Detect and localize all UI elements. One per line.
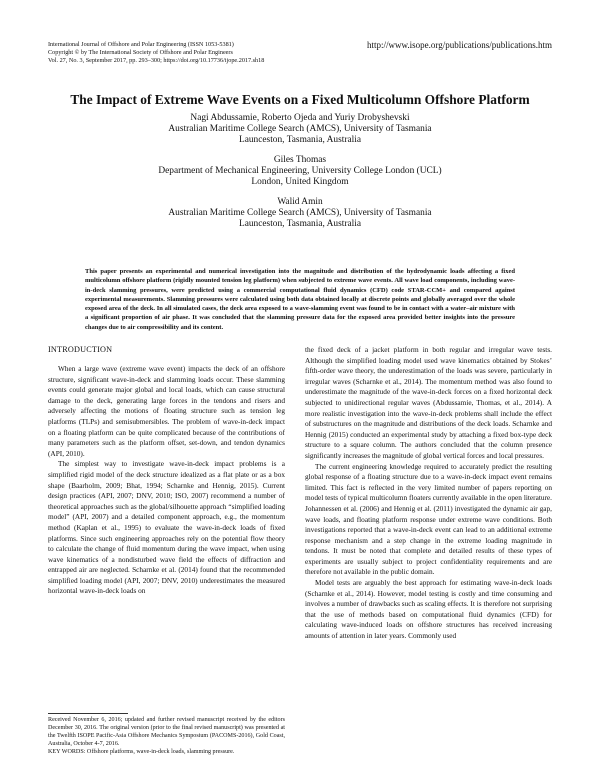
publications-url[interactable]: http://www.isope.org/publications/publications.htm (367, 40, 552, 50)
journal-line: International Journal of Offshore and Polar Engineering (ISSN 1053-5381) (48, 41, 234, 48)
affiliation-location: London, United Kingdom (251, 177, 349, 187)
body-paragraph: The simplest way to investigate wave-in-deck impact problems is a simplified rigid model of the deck structure idealized as a flat plate or as a box shape (Baarholm, 2009; Bhat, 1994; Scharnke and Hennig, 2015). Current design practices (API, 2007; DNV, 2010; ISO, 2007) recommend a number of theoretical approaches such as the global/silhouette approach “simplified loading model” (API, 2007) and a detailed component approach, e.g., the momentum method (Kaplan et al., 1995) to evaluate the wave-in-deck loads of fixed platforms. Since such engineering approaches rely on the potential flow theory to calculate the change of fluid momentum during the wave impact, when using wave kinematics of a nondisturbed wave field the effects of diffraction and entrapped air are neglected. Scharnke et al. (2014) found that the recommended simplified loading model (API, 2007; DNV, 2010) underestimates the measured horizontal wave-in-deck loads on (48, 459, 285, 596)
author-names: Walid Amin (277, 197, 323, 207)
affiliation-location: Launceston, Tasmania, Australia (238, 135, 362, 145)
footnote (48, 716, 285, 756)
abstract: This paper presents an experimental and numerical investigation into the magnitude and distribution of the hydrodynamic loads affecting a fixed multicolumn offshore platform (rigidly mounted tension leg platform) when subjected to extreme wave events. All wave load components, including wave-in-deck slamming pressures, were predicted using a commercial computational fluid dynamics (CFD) code STAR-CCM+ and compared against experimental measurements. Slamming pressures were calculated using both data obtained locally at discrete points and globally averaged over the whole exposed area of the deck. In all simulated cases, the deck area exposed to a wave-slamming event was found to be in contact with a water–air mixture with a significant proportion of air phase. It was concluded that the slamming pressure data for the exposed area provided better insights into the pressure changes due to air compressibility and its content. (85, 268, 515, 331)
section-heading-introduction: INTRODUCTION (48, 345, 113, 354)
keywords: KEY WORDS: Offshore platforms, wave-in-deck loads, slamming pressure. (48, 749, 235, 755)
affiliation: Australian Maritime College Search (AMCS), University of Tasmania (168, 208, 432, 218)
body-paragraph: the fixed deck of a jacket platform in both regular and irregular wave tests. Although the simplified loading model used wave kinematics obtained by Stokes’ fifth-order wave theory, the underestimation of the loads was severe, particularly in irregular waves (Scharnke et al., 2014). The momentum method was also found to underestimate the magnitude of the wave-in-deck forces on a fixed horizontal deck subjected to unidirectional regular waves (Abdussamie, Thomas, et al., 2014). A more realistic investigation into the wave-in-deck problems shall include the effect of substructures on the magnitude and distributions of the deck loads. Scharnke and Hennig (2015) conducted an experimental study by attaching a fixed box-type deck structure to a square column. The authors concluded that the column presence significantly increases the magnitude of global vertical forces and local pressures. (305, 345, 552, 460)
affiliation: Department of Mechanical Engineering, University College London (UCL) (158, 166, 442, 176)
right-column (305, 345, 552, 642)
journal-line: Vol. 27, No. 3, September 2017, pp. 293–300; https://doi.org/10.17736/ijope.2017.sh18 (48, 57, 265, 64)
body-paragraph: The current engineering knowledge required to accurately predict the resulting global response of a floating structure due to a wave-in-deck impact event remains limited. This fact is reflected in the very limited number of papers reporting on model tests of typical multicolumn floaters currently available in the open literature. Johannessen et al. (2006) and Hennig et al. (2011) investigated the dynamic air gap, wave loads, and floating platform response under extreme wave conditions. Both investigations reported that a wave-in-deck event can lead to an additional extreme response mechanism and a step change in the extreme loading magnitude in tendons. It must be noted that complete and detailed results of these types of experiments are usually subject to project confidentiality requirements and are therefore not available in the public domain. (305, 461, 552, 577)
author-group (0, 113, 600, 146)
author-group (0, 197, 600, 230)
received-note: Received November 6, 2016; updated and further revised manuscript received by the editors December 30, 2016. The original version (prior to the final revised manuscript) was presented at the Twelfth ISOPE Pacific-Asia Offshore Mechanics Symposium (PACOMS-2016), Gold Coast, Australia, October 4-7, 2016. (48, 717, 285, 747)
author-names: Giles Thomas (273, 155, 327, 165)
affiliation: Australian Maritime College Search (AMCS), University of Tasmania (168, 124, 432, 134)
body-paragraph: When a large wave (extreme wave event) impacts the deck of an offshore structure, significant wave-in-deck and slamming loads occur. These slamming events could generate major global and local loads, which can cause structural damage to the deck, generating large forces in the tendons and risers and adversely affecting the motions of floating structure such as tension leg platforms (TLPs) and semisubmersibles. The problem of wave-in-deck impact on a floating platform can be quite complicated because of the contributions of many parameters such as the platform offset, set-down, and tendon dynamics (API, 2010). (48, 364, 285, 458)
footnote-divider (48, 713, 128, 714)
author-names: Nagi Abdussamie, Roberto Ojeda and Yuriy Drobyshevski (190, 113, 410, 123)
journal-header (48, 41, 338, 65)
journal-line: Copyright © by The International Society of Offshore and Polar Engineers (48, 49, 233, 56)
author-group (0, 155, 600, 188)
affiliation-location: Launceston, Tasmania, Australia (238, 219, 362, 229)
author-block (0, 113, 600, 239)
left-column (48, 364, 285, 597)
paper-title: The Impact of Extreme Wave Events on a Fixed Multicolumn Offshore Platform (70, 92, 530, 107)
body-paragraph: Model tests are arguably the best approach for estimating wave-in-deck loads (Scharnke et al., 2014). However, model testing is costly and time consuming and involves a number of drawbacks such as scaling effects. It is therefore not surprising that the use of methods based on computational fluid dynamics (CFD) for calculating wave-induced loads on offshore structures has received increasing amounts of attention in later years. Commonly used (305, 578, 552, 641)
